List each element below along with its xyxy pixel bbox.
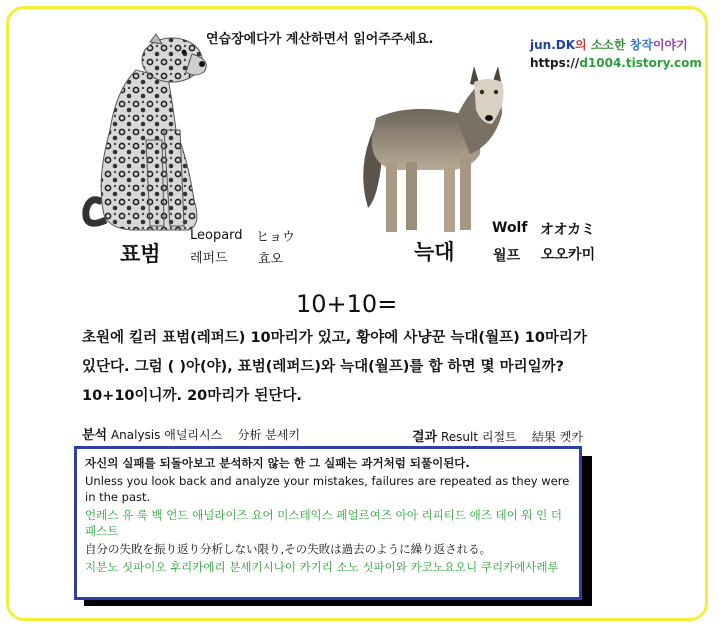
paragraph-line-2: 있단다. 그럼 ( )아(야), 표범(레퍼드)와 늑대(월프)를 합 하면 몇 마리일까? (82, 359, 565, 375)
wolf-name-jp: オオカミ (540, 222, 596, 238)
equation: 10+10= (296, 290, 398, 318)
brand-word-1: 소소한 (590, 38, 626, 52)
result-en: Result (440, 430, 479, 444)
result-jp-reading: 켓카 (559, 430, 583, 444)
quote-english: Unless you look back and analyze your mistakes, failures are repeated as they were in the past. (85, 474, 570, 504)
leopard-name-jp: ヒョウ (256, 230, 296, 245)
quote-japanese-reading: 지분노 싯파이오 후리카에리 분세키시나이 카기리 소노 싯파이와 카코노요오니 쿠리카에사레루 (85, 560, 559, 574)
result-label: 결과 (412, 430, 438, 445)
quote-english-reading: 언레스 유 룩 백 언드 애널라이즈 요어 미스테익스 페얼르여즈 아아 리피티드 애즈 데이 워 인 더 패스트 (85, 508, 562, 538)
brand-particle: 의 (575, 38, 587, 52)
leopard-reading-jp: 효오 (258, 252, 284, 267)
analysis-label-row (82, 424, 300, 443)
quote-korean: 자신의 실패를 되돌아보고 분석하지 않는 한 그 실패는 과거처럼 되풀이된다. (85, 456, 470, 470)
brand-name: jun.DK (530, 38, 576, 52)
wolf-name-en: Wolf (492, 220, 528, 236)
leopard-reading-en: 레퍼드 (190, 251, 228, 266)
analysis-reading: 애널리시스 (164, 428, 223, 442)
wolf-name-ko: 늑대 (414, 240, 455, 264)
analysis-jp-reading: 분세키 (265, 428, 301, 442)
wolf-reading-jp: 오오카미 (541, 247, 596, 263)
paragraph-line-3: 10+10이니까. 20마리가 된단다. (82, 388, 302, 404)
quote-japanese: 自分の失敗を振り返り分析しない限り,その失敗は過去のように繰り返される。 (85, 542, 492, 556)
brand-word-2: 창작 (629, 38, 653, 52)
analysis-label: 분석 (82, 428, 108, 443)
leopard-illustration (76, 30, 216, 240)
brand-word-3: 이야기 (652, 38, 688, 52)
result-jp: 結果 (531, 430, 556, 444)
instruction-text: 연습장에다가 계산하면서 읽어주주세요. (206, 32, 434, 47)
leopard-name-en: Leopard (190, 228, 243, 243)
wolf-illustration (352, 58, 528, 238)
analysis-jp: 分析 (237, 428, 262, 442)
paragraph-line-1: 초원에 킬러 표범(레퍼드) 10마리가 있고, 황야에 사냥꾼 늑대(월프) 10마리가 (82, 330, 587, 346)
result-label-row (412, 426, 583, 445)
result-reading: 리절트 (481, 430, 517, 444)
leopard-name-ko: 표범 (120, 242, 161, 266)
quote-box (74, 446, 582, 600)
url-domain: d1004.tistory.com (579, 56, 702, 70)
brand-title (530, 36, 688, 53)
url-scheme: https:// (530, 56, 580, 70)
analysis-en: Analysis (110, 428, 161, 442)
wolf-reading-en: 월프 (493, 248, 521, 264)
brand-url[interactable] (530, 56, 702, 70)
